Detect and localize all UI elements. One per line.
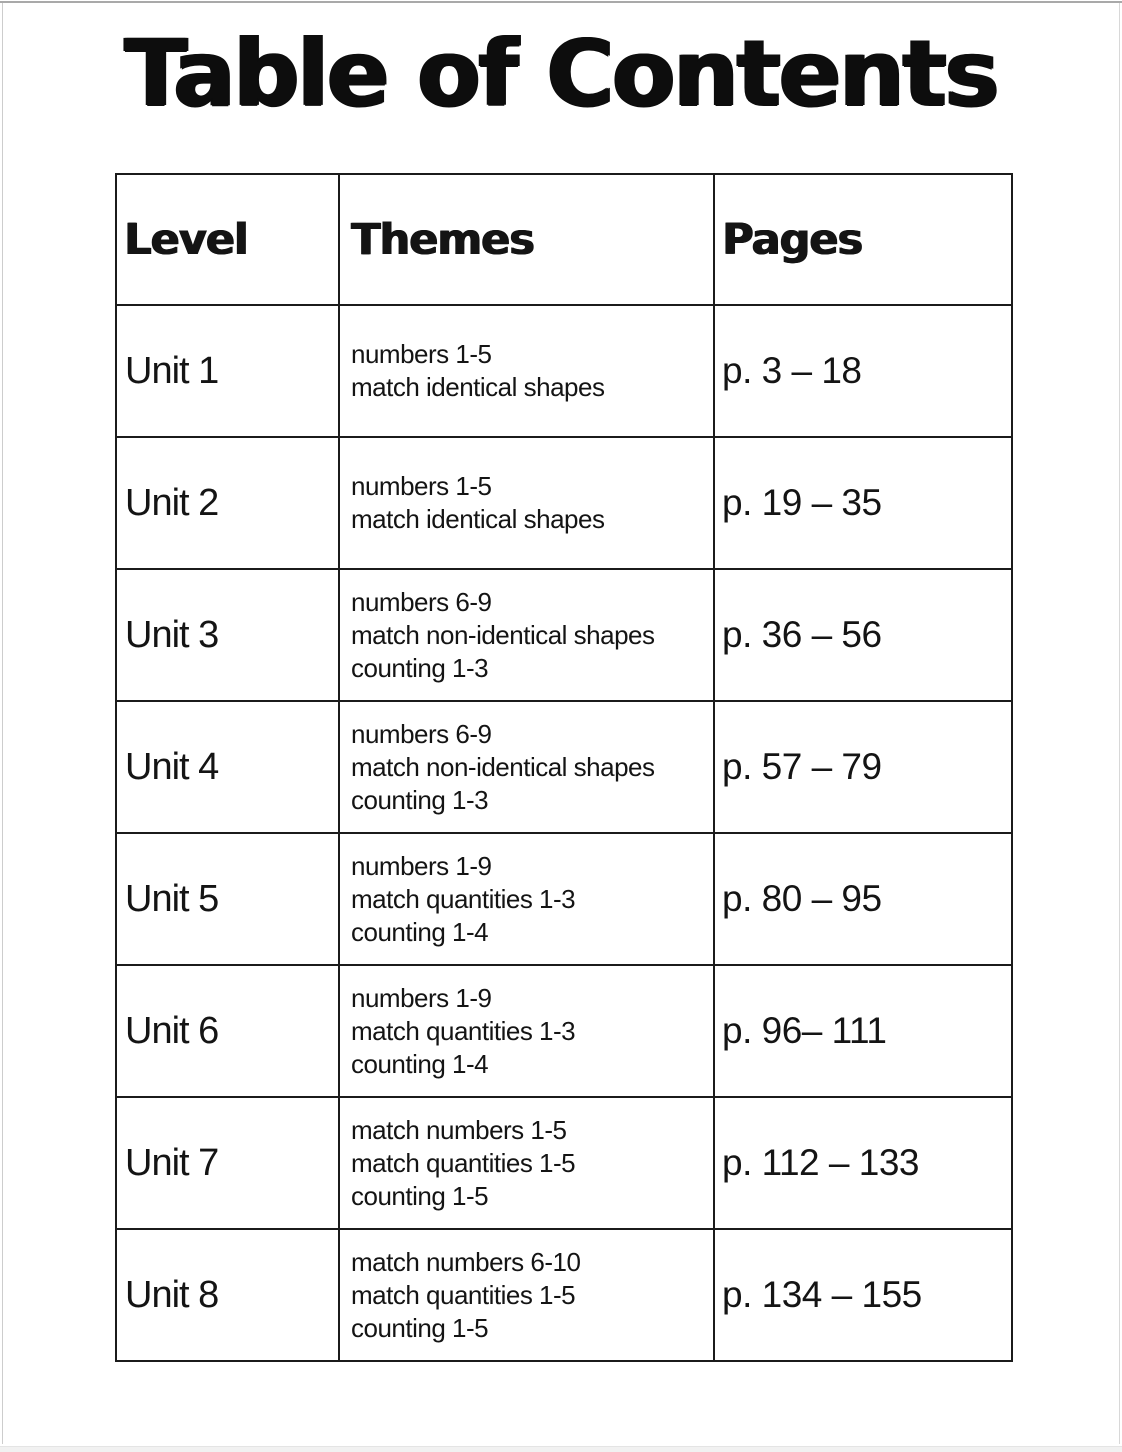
pages-cell: p. 19 – 35 — [714, 437, 1012, 569]
level-cell: Unit 7 — [116, 1097, 339, 1229]
theme-line: numbers 1-9 — [351, 982, 492, 1013]
theme-line: numbers 1-5 — [351, 339, 492, 369]
theme-line: counting 1-4 — [351, 916, 489, 947]
page-edge-right — [1119, 3, 1120, 1444]
theme-line: counting 1-4 — [351, 1048, 489, 1079]
theme-line: match non-identical shapes — [351, 751, 655, 782]
level-cell: Unit 4 — [116, 701, 339, 833]
page-edge-bottom — [0, 1446, 1122, 1452]
level-cell: Unit 5 — [116, 833, 339, 965]
theme-line: numbers 6-9 — [351, 718, 492, 749]
theme-line: counting 1-3 — [351, 652, 489, 683]
theme-line: match quantities 1-3 — [351, 883, 576, 914]
theme-line: numbers 6-9 — [351, 586, 492, 617]
themes-cell — [339, 437, 714, 569]
theme-line: match identical shapes — [351, 504, 605, 534]
level-cell: Unit 6 — [116, 965, 339, 1097]
theme-line: match numbers 1-5 — [351, 1114, 567, 1145]
col-header-level: Level — [116, 174, 339, 305]
pages-cell: p. 96– 111 — [714, 965, 1012, 1097]
pages-cell: p. 57 – 79 — [714, 701, 1012, 833]
theme-line: counting 1-5 — [351, 1180, 489, 1211]
col-header-themes: Themes — [339, 174, 714, 305]
toc-table — [115, 173, 1013, 1362]
theme-line: counting 1-3 — [351, 784, 489, 815]
table-row — [116, 569, 1012, 701]
page-edge-top — [0, 1, 1122, 3]
table-row — [116, 1097, 1012, 1229]
table-row — [116, 701, 1012, 833]
themes-cell — [339, 701, 714, 833]
theme-line: match identical shapes — [351, 372, 605, 402]
page-title: Table of Contents — [124, 20, 998, 127]
theme-line: numbers 1-9 — [351, 850, 492, 881]
theme-line: numbers 1-5 — [351, 471, 492, 501]
theme-line: counting 1-5 — [351, 1312, 489, 1343]
table-row — [116, 305, 1012, 437]
level-cell: Unit 8 — [116, 1229, 339, 1361]
pages-cell: p. 80 – 95 — [714, 833, 1012, 965]
theme-line: match quantities 1-5 — [351, 1279, 576, 1310]
themes-cell — [339, 1229, 714, 1361]
pages-cell: p. 134 – 155 — [714, 1229, 1012, 1361]
themes-cell — [339, 1097, 714, 1229]
themes-cell — [339, 569, 714, 701]
theme-line: match numbers 6-10 — [351, 1246, 581, 1277]
level-cell: Unit 3 — [116, 569, 339, 701]
table-row — [116, 1229, 1012, 1361]
page-edge-left — [2, 3, 3, 1444]
themes-cell — [339, 305, 714, 437]
pages-cell: p. 36 – 56 — [714, 569, 1012, 701]
level-cell: Unit 1 — [116, 305, 339, 437]
theme-line: match quantities 1-3 — [351, 1015, 576, 1046]
col-header-pages: Pages — [714, 174, 1012, 305]
table-row — [116, 437, 1012, 569]
theme-line: match quantities 1-5 — [351, 1147, 576, 1178]
theme-line: match non-identical shapes — [351, 619, 655, 650]
table-row — [116, 965, 1012, 1097]
themes-cell — [339, 833, 714, 965]
themes-cell — [339, 965, 714, 1097]
pages-cell: p. 112 – 133 — [714, 1097, 1012, 1229]
pages-cell: p. 3 – 18 — [714, 305, 1012, 437]
header-row — [116, 174, 1012, 305]
level-cell: Unit 2 — [116, 437, 339, 569]
table-row — [116, 833, 1012, 965]
